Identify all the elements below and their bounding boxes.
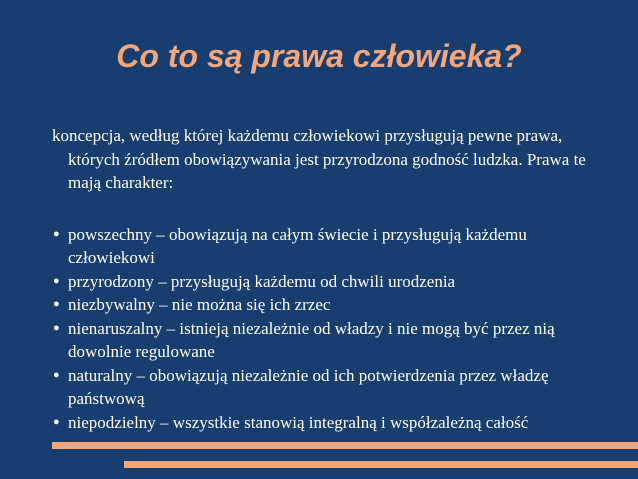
bullet-item bbox=[52, 223, 612, 270]
bullet-text: powszechny – obowiązują na całym świecie i przysługują każdemu człowiekowi bbox=[68, 224, 527, 267]
bullet-dot-icon: ● bbox=[53, 298, 60, 310]
bullet-text: nienaruszalny – istnieją niezależnie od władzy i nie mogą być przez nią dowolnie regulowane bbox=[68, 318, 555, 361]
decorative-line-short bbox=[124, 461, 638, 468]
bullet-text: niepodzielny – wszystkie stanowią integralną i współzależną całość bbox=[68, 412, 529, 432]
bullet-dot-icon: ● bbox=[53, 321, 60, 334]
bullet-dot-icon: ● bbox=[53, 274, 60, 287]
intro-paragraph: koncepcja, według której każdemu człowiekowi przysługują pewne prawa, których źródłem obowiązywania jest przyrodzona godność ludzka. Prawa te mają charakter: bbox=[52, 126, 586, 192]
bullet-item bbox=[52, 293, 612, 317]
bullet-list bbox=[52, 223, 612, 435]
bullet-text: naturalny – obowiązują niezależnie od ich potwierdzenia przez władzę państwową bbox=[68, 365, 549, 408]
slide-content bbox=[52, 124, 612, 434]
bullet-text: niezbywalny – nie można się ich zrzec bbox=[68, 295, 331, 314]
bullet-item bbox=[52, 364, 612, 411]
bullet-dot-icon: ● bbox=[53, 415, 60, 428]
bullet-text: przyrodzony – przysługują każdemu od chwili urodzenia bbox=[68, 271, 456, 291]
decorative-line-long bbox=[52, 442, 638, 449]
bullet-dot-icon: ● bbox=[53, 227, 60, 240]
slide-title: Co to są prawa człowieka? bbox=[116, 38, 522, 74]
bullet-dot-icon: ● bbox=[53, 368, 60, 381]
bullet-item bbox=[52, 270, 612, 294]
bullet-item bbox=[52, 317, 612, 364]
bullet-item bbox=[52, 411, 612, 435]
